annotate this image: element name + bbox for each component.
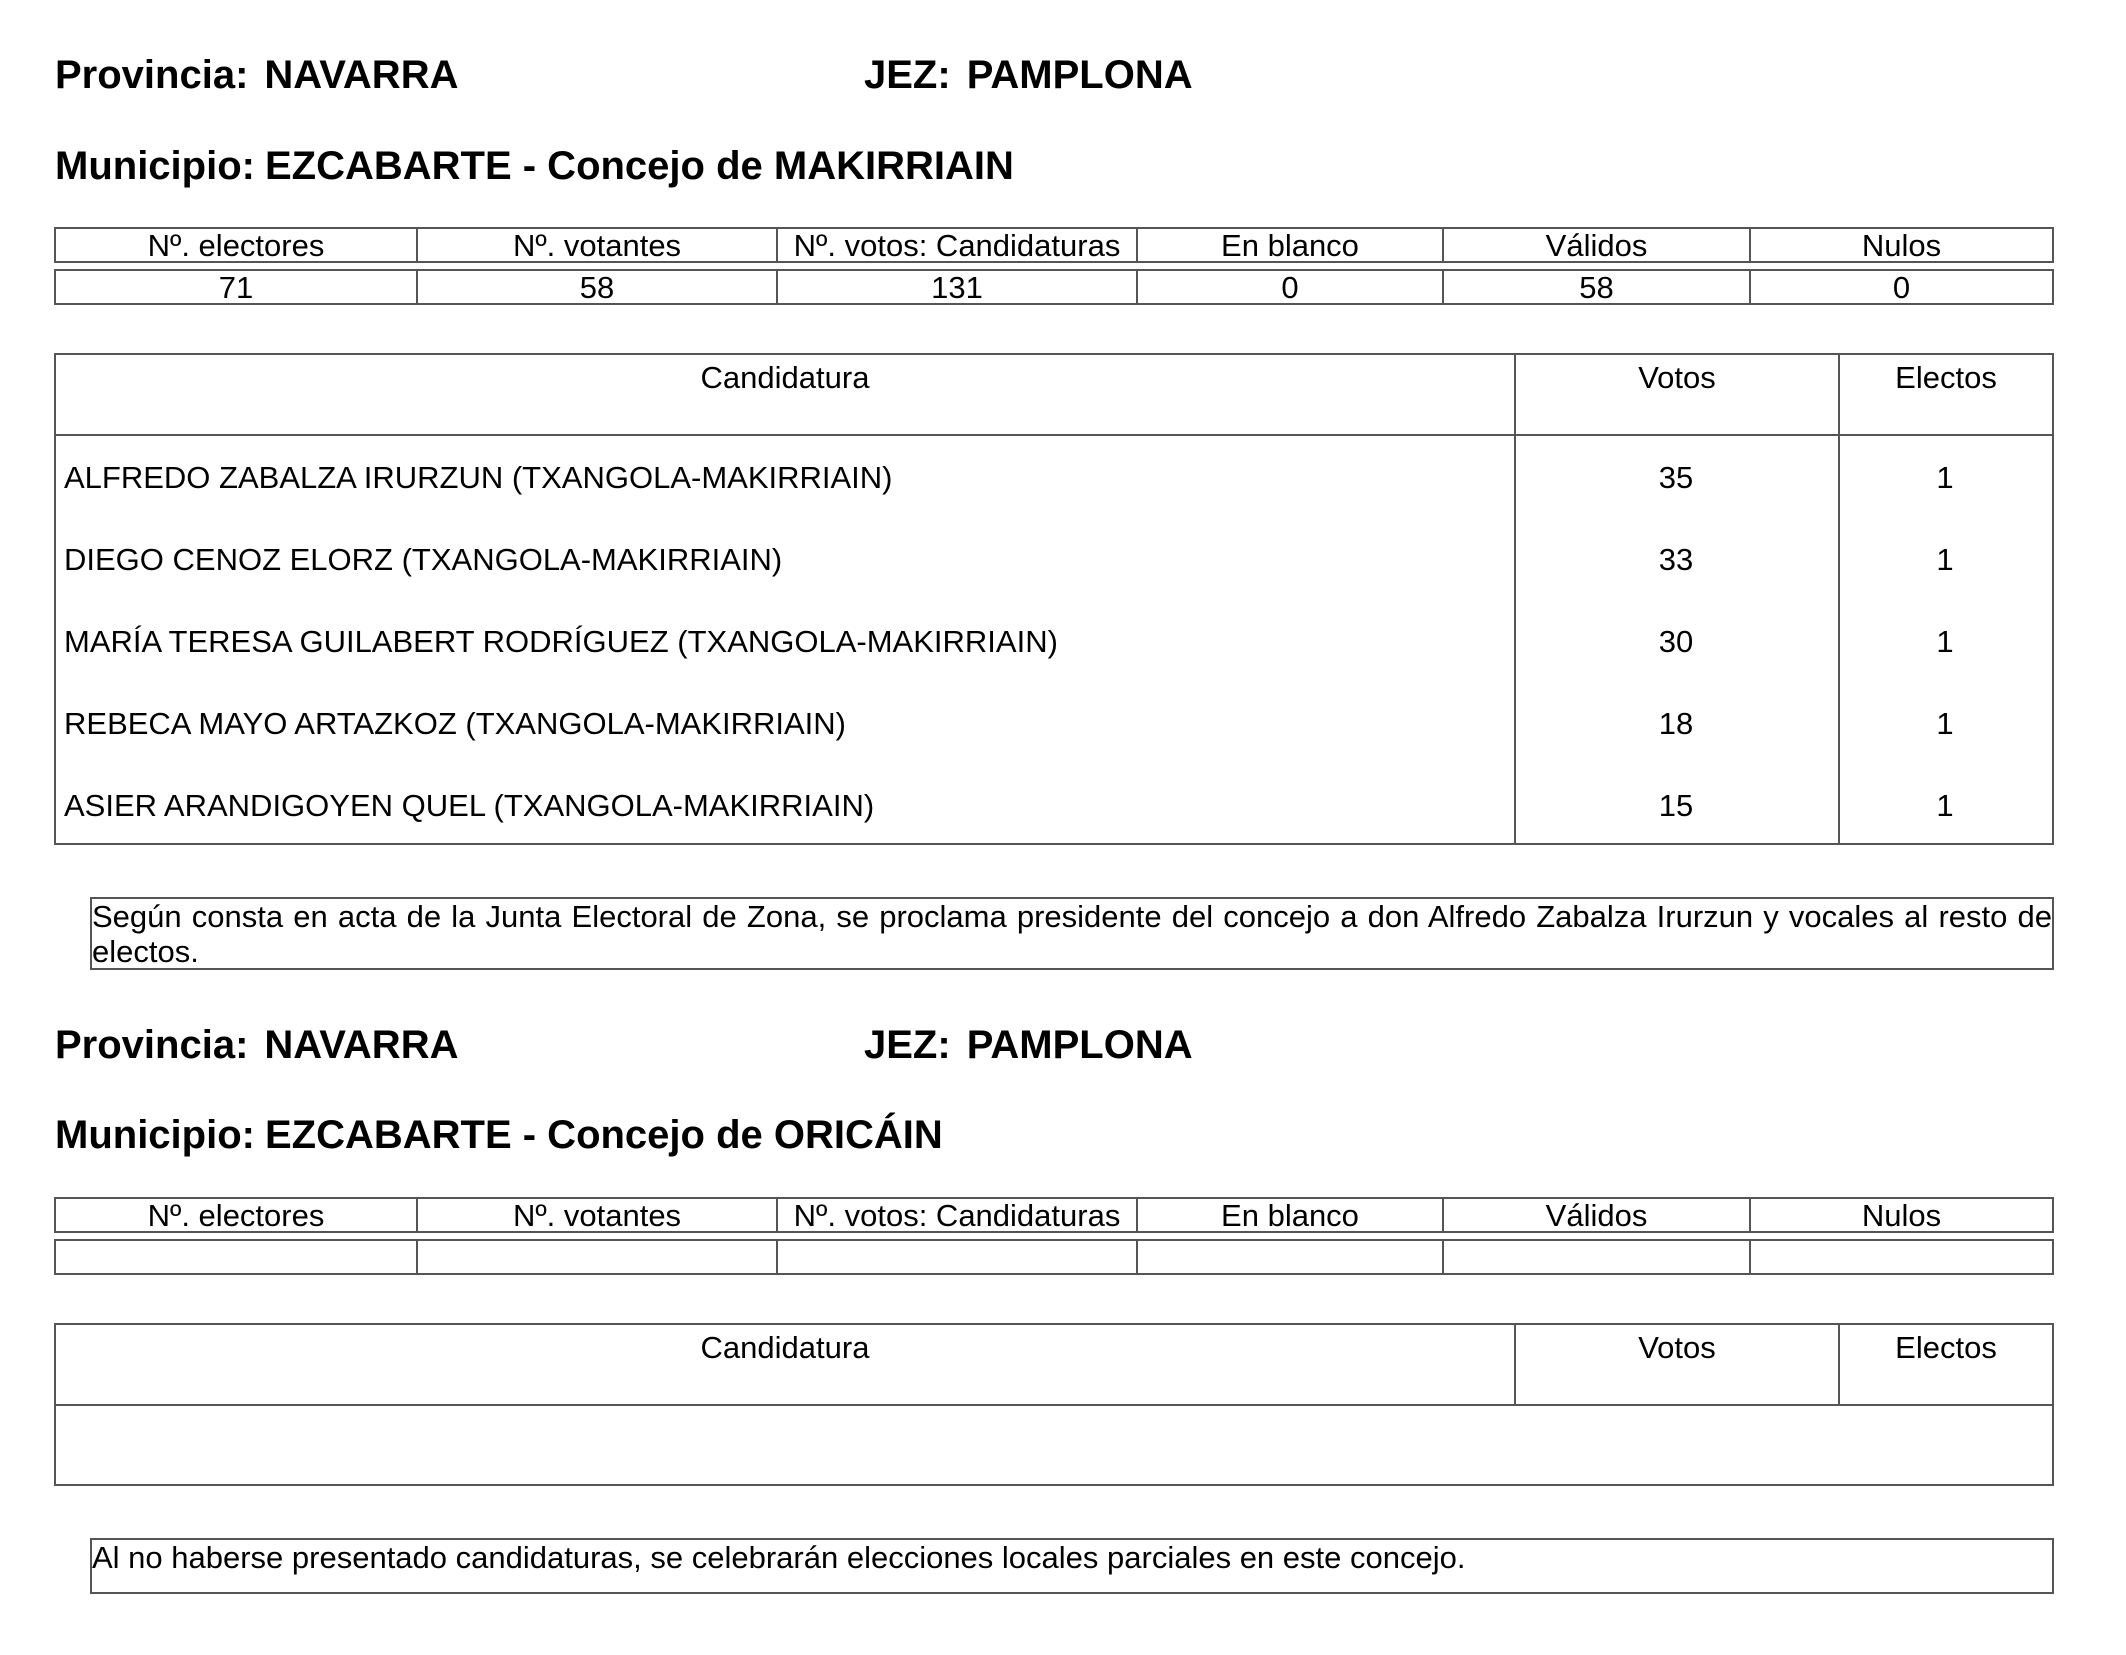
candidates-table [54, 1323, 2054, 1486]
stats-value-electores: 71 [218, 270, 254, 305]
provincia-line [55, 1022, 458, 1068]
municipio-line [55, 1112, 943, 1158]
stats-header-votantes: Nº. votantes [416, 1199, 776, 1231]
stats-header-row [54, 227, 2054, 263]
candidate-votos: 33 [1658, 542, 1694, 577]
candidate-name: DIEGO CENOZ ELORZ (TXANGOLA-MAKIRRIAIN) [64, 542, 783, 577]
jez-label: JEZ: [864, 53, 951, 97]
candidates-header-row [56, 355, 2052, 436]
stats-value-row [54, 1239, 2054, 1275]
candidate-row [56, 438, 2052, 520]
candidate-votos: 30 [1658, 624, 1694, 659]
stats-header-votantes: Nº. votantes [416, 229, 776, 261]
stats-value-votos-candidaturas: 131 [776, 271, 1136, 303]
stats-value-validos: 58 [1442, 271, 1749, 303]
stats-header-validos: Válidos [1442, 1199, 1749, 1231]
stats-header-en-blanco: En blanco [1136, 1199, 1442, 1231]
stats-header-votos-candidaturas: Nº. votos: Candidaturas [776, 1199, 1136, 1231]
header-electos: Electos [1838, 1325, 2052, 1404]
candidate-votos: 15 [1658, 788, 1694, 823]
candidate-electos: 1 [1936, 788, 1954, 823]
header-candidatura: Candidatura [700, 360, 870, 395]
header-electos: Electos [1838, 355, 2052, 434]
candidate-votos: 35 [1658, 460, 1694, 495]
stats-header-votos-candidaturas: Nº. votos: Candidaturas [776, 229, 1136, 261]
no-candidates-note: Al no haberse presentado candidaturas, se celebrarán elecciones locales parciales en este concejo. [90, 1538, 2054, 1594]
candidate-name: ALFREDO ZABALZA IRURZUN (TXANGOLA-MAKIRRIAIN) [64, 460, 893, 495]
jez-value: PAMPLONA [966, 53, 1193, 97]
candidate-row [56, 602, 2052, 684]
header-candidatura: Candidatura [700, 1330, 870, 1365]
candidate-row [56, 684, 2052, 766]
jez-line [864, 1022, 1193, 1068]
stats-value-nulos [1749, 1241, 2052, 1273]
candidate-row [56, 766, 2052, 848]
municipio-line [55, 143, 1014, 189]
stats-header-electores: Nº. electores [147, 228, 325, 263]
candidate-row [56, 520, 2052, 602]
candidates-header-row [56, 1325, 2052, 1406]
candidates-table [54, 353, 2054, 845]
stats-header-row [54, 1197, 2054, 1233]
stats-value-votantes: 58 [416, 271, 776, 303]
stats-value-row [54, 269, 2054, 305]
header-votos: Votos [1514, 355, 1838, 434]
stats-value-en-blanco: 0 [1136, 271, 1442, 303]
municipio-label: Municipio: [55, 1113, 255, 1157]
municipio-label: Municipio: [55, 144, 255, 188]
stats-value-validos [1442, 1241, 1749, 1273]
stats-value-en-blanco [1136, 1241, 1442, 1273]
jez-value: PAMPLONA [966, 1023, 1193, 1067]
header-votos: Votos [1514, 1325, 1838, 1404]
stats-value-electores [56, 1241, 416, 1273]
stats-header-electores: Nº. electores [147, 1198, 325, 1233]
section-oricain [0, 970, 2126, 1655]
stats-value-votos-candidaturas [776, 1241, 1136, 1273]
municipio-value: EZCABARTE - Concejo de ORICÁIN [264, 1113, 943, 1157]
municipio-value: EZCABARTE - Concejo de MAKIRRIAIN [264, 144, 1014, 188]
proclamation-note: Según consta en acta de la Junta Electoral de Zona, se proclama presidente del concejo a don Alfredo Zabalza Irurzun y vocales al resto de electos. [92, 899, 2052, 969]
stats-value-votantes [416, 1241, 776, 1273]
candidate-electos: 1 [1936, 706, 1954, 741]
stats-header-validos: Válidos [1442, 229, 1749, 261]
jez-label: JEZ: [864, 1023, 951, 1067]
stats-value-nulos: 0 [1749, 271, 2052, 303]
candidate-name: REBECA MAYO ARTAZKOZ (TXANGOLA-MAKIRRIAIN) [64, 706, 847, 741]
provincia-line [55, 52, 458, 98]
candidate-electos: 1 [1936, 460, 1954, 495]
candidate-electos: 1 [1936, 542, 1954, 577]
provincia-label: Provincia: [55, 53, 249, 97]
candidate-name: ASIER ARANDIGOYEN QUEL (TXANGOLA-MAKIRRIAIN) [64, 788, 875, 823]
candidate-votos: 18 [1658, 706, 1694, 741]
stats-header-nulos: Nulos [1749, 229, 2052, 261]
stats-header-en-blanco: En blanco [1136, 229, 1442, 261]
empty-candidate-row [56, 1406, 2052, 1488]
provincia-value: NAVARRA [264, 1023, 459, 1067]
candidate-electos: 1 [1936, 624, 1954, 659]
stats-header-nulos: Nulos [1749, 1199, 2052, 1231]
jez-line [864, 52, 1193, 98]
provincia-value: NAVARRA [264, 53, 459, 97]
candidate-name: MARÍA TERESA GUILABERT RODRÍGUEZ (TXANGOLA-MAKIRRIAIN) [64, 624, 1058, 659]
provincia-label: Provincia: [55, 1023, 249, 1067]
